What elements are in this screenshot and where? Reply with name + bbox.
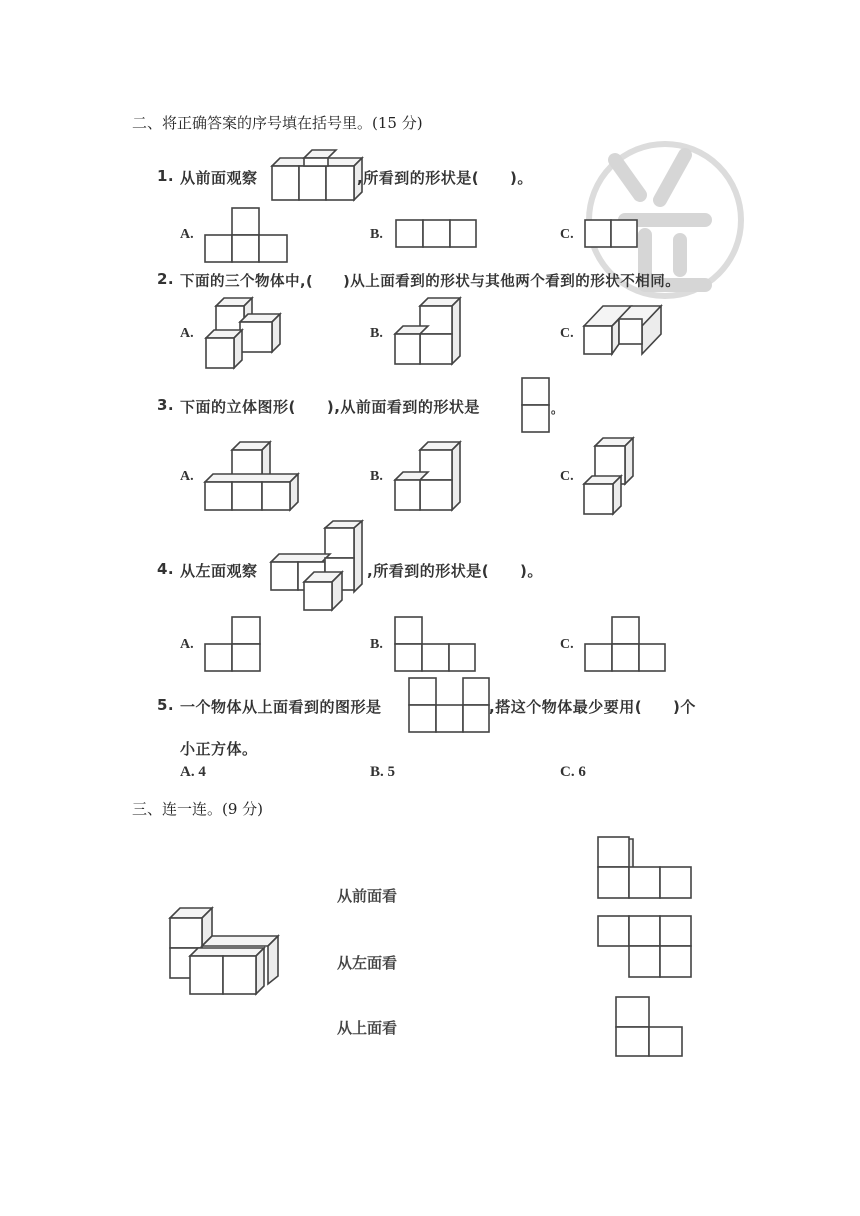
q3-option-b-figure[interactable] — [394, 438, 464, 512]
q2-option-a-figure[interactable] — [204, 294, 282, 372]
view-shape-3[interactable] — [615, 996, 685, 1058]
q2-option-c-label: C. — [560, 326, 574, 341]
q4-suffix: ,所看到的形状是( )。 — [367, 562, 543, 580]
q3-number: 3. — [157, 396, 175, 414]
q3-option-c-label: C. — [560, 469, 574, 484]
q1-solid-figure — [270, 148, 362, 204]
q2-text: 下面的三个物体中,( )从上面看到的形状与其他两个看到的形状不相同。 — [180, 274, 681, 290]
q5-option-a[interactable]: A. 4 — [180, 764, 206, 780]
label-left-view: 从左面看 — [337, 954, 398, 972]
q3-text: 下面的立体图形( ),从前面看到的形状是 — [180, 398, 480, 416]
label-front-view: 从前面看 — [337, 887, 398, 905]
q4-number: 4. — [157, 560, 175, 578]
q1-option-a-figure[interactable] — [204, 206, 288, 262]
label-top-view: 从上面看 — [337, 1019, 398, 1037]
q1-option-c-label: C. — [560, 227, 574, 242]
q1-option-b-figure[interactable] — [395, 219, 477, 248]
q1-suffix: ,所看到的形状是( )。 — [357, 169, 533, 187]
q1-option-b-label: B. — [370, 227, 383, 242]
view-shape-2[interactable] — [597, 915, 695, 979]
view-shape-1[interactable] — [597, 836, 695, 900]
q5-suffix: ,搭这个物体最少要用( )个 — [489, 698, 696, 716]
q3-end: 。 — [551, 402, 564, 416]
q3-view-figure — [521, 377, 551, 433]
q3-option-b-label: B. — [370, 469, 383, 484]
q3-option-c-figure[interactable] — [583, 436, 635, 516]
section-title-2: 二、将正确答案的序号填在括号里。(15 分) — [132, 114, 423, 132]
q4-solid-figure — [270, 520, 366, 612]
q3-option-a-figure[interactable] — [204, 438, 298, 512]
q4-option-a-label: A. — [180, 637, 194, 652]
q1-number: 1. — [157, 167, 175, 185]
q5-line2: 小正方体。 — [180, 740, 258, 758]
q4-option-c-figure[interactable] — [584, 616, 666, 672]
q2-option-b-figure[interactable] — [394, 294, 464, 366]
q5-option-c[interactable]: C. 6 — [560, 764, 586, 780]
q5-number: 5. — [157, 696, 175, 714]
q4-option-b-label: B. — [370, 637, 383, 652]
q1-option-c-figure[interactable] — [584, 219, 638, 248]
q4-option-c-label: C. — [560, 637, 574, 652]
q4-option-a-figure[interactable] — [204, 616, 262, 672]
q4-option-b-figure[interactable] — [394, 616, 476, 672]
q1-option-a-label: A. — [180, 227, 194, 242]
section-title-3: 三、连一连。(9 分) — [132, 800, 264, 818]
q5-option-b[interactable]: B. 5 — [370, 764, 396, 780]
q3-option-a-label: A. — [180, 469, 194, 484]
section3-solid-figure — [168, 906, 280, 996]
q2-option-c-figure[interactable] — [583, 302, 663, 358]
q5-prefix: 一个物体从上面看到的图形是 — [180, 698, 382, 716]
q2-option-b-label: B. — [370, 326, 383, 341]
q2-option-a-label: A. — [180, 326, 194, 341]
q5-top-view-figure — [408, 677, 490, 733]
q1-prefix: 从前面观察 — [180, 169, 258, 187]
q4-prefix: 从左面观察 — [180, 562, 258, 580]
q2-number: 2. — [157, 270, 175, 288]
